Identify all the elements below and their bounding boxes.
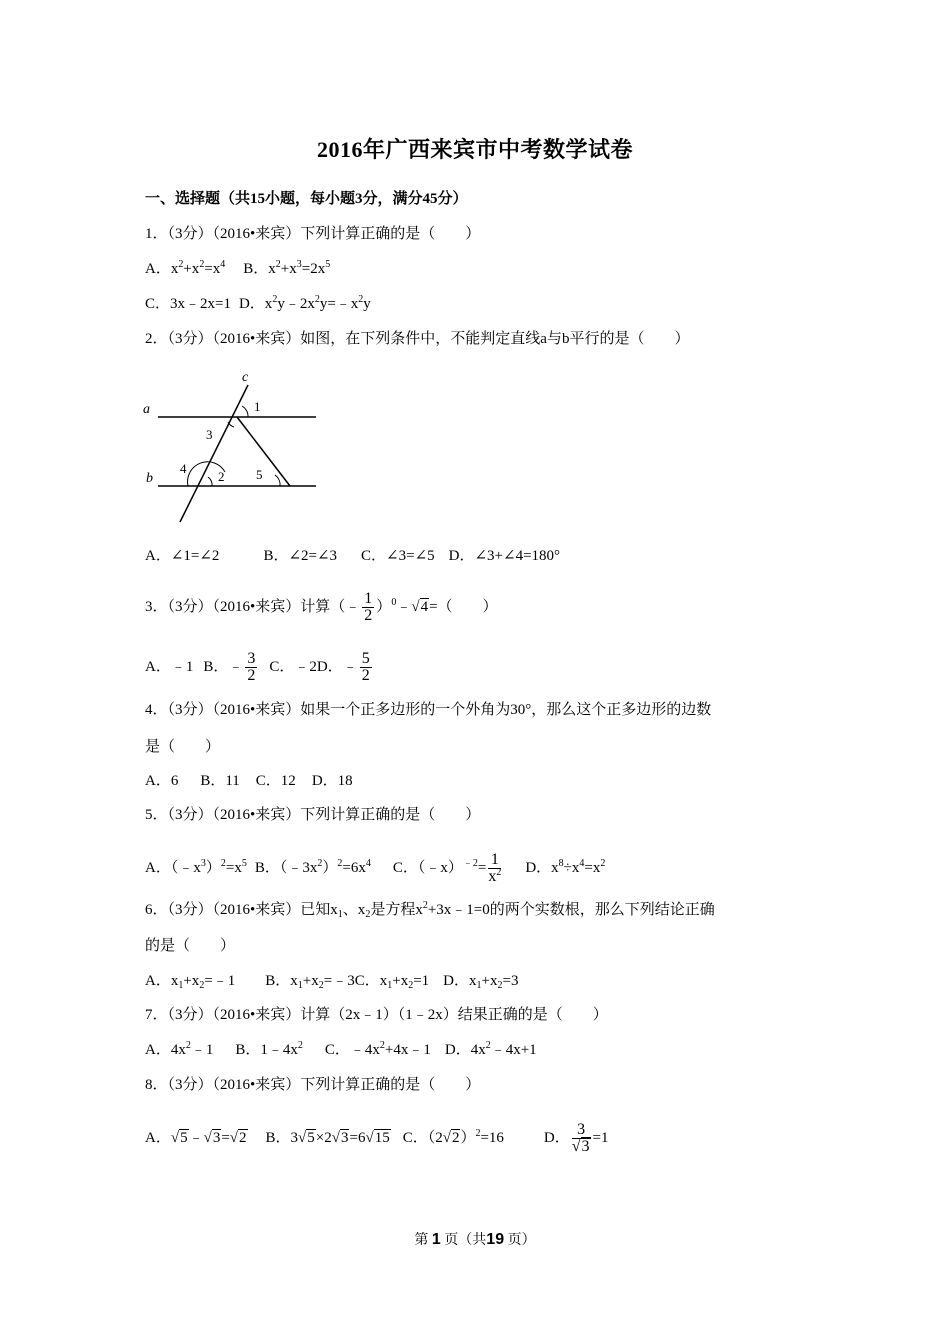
page-footer: 第 1 页（共19 页） [414,1231,536,1248]
question-2: 2．（3分）（2016•来宾）如图，在下列条件中，不能判定直线a与b平行的是（ ） [145,331,690,347]
question-4: 4．（3分）（2016•来宾）如果一个正多边形的一个外角为30°，那么这个正多边形的边数 [145,702,712,718]
section-heading: 一、选择题（共15小题，每小题3分，满分45分） [145,191,468,207]
svg-text:3: 3 [206,427,213,442]
question-6-cont: 的是（ ） [145,938,236,954]
svg-text:4: 4 [180,461,187,476]
question-3-options: A．﹣1 B．﹣ $\frac{3}{2}$ C．﹣2D．﹣ $\frac{5}{2}$ [145,650,370,684]
svg-text:1: 1 [254,399,261,414]
question-5-options: A．$(﹣x^3)^2=x^5$ B．$(﹣3x^2)^2=6x^4$ C．（﹣x）$^{﹣2}$= $\frac{1}{x^2}$ D．$x^8\div x^4=x^2$ [145,851,606,885]
svg-text:a: a [143,402,150,417]
question-1: 1．（3分）（2016•来宾）下列计算正确的是（ ） [145,226,481,242]
svg-text:2: 2 [218,469,225,484]
question-8-options: A．√5﹣√3=√2 B．3√5×2√3=6√15 C．$(2√2)^2=16$ D． $\frac{3}{√3}$ =1 [145,1121,609,1155]
question-4-cont: 是（ ） [145,739,221,755]
question-6-options: A．$x_1+x_2=﹣1$ B．$x_1+x_2=﹣3C$．$x_1+x_2=1$ D．$x_1+x_2=3$ [145,973,519,991]
question-6: 6．（3分）（2016•来宾）已知$x_1$、$x_2$是方程$x^2+3x﹣1=0$的两个实数根，那么下列结论正确 [145,900,715,920]
svg-text:b: b [146,471,153,486]
question-1-options-cd: C．3x﹣2x=1 D．$x^2y﹣2x^2y=﹣x^2y$ [145,294,371,312]
question-2-options: A．∠1=∠2 B．∠2=∠3 C．∠3=∠5 D．∠3+∠4=180° [145,548,561,564]
question-7: 7．（3分）（2016•来宾）计算（2x﹣1）（1﹣2x）结果正确的是（ ） [145,1007,608,1023]
question-5: 5．（3分）（2016•来宾）下列计算正确的是（ ） [145,807,481,823]
question-8: 8．（3分）（2016•来宾）下列计算正确的是（ ） [145,1077,481,1093]
parallel-lines-figure [140,365,325,530]
svg-text:5: 5 [256,467,263,482]
question-3: 3．（3分）（2016•来宾）计算（﹣ $\frac{1}{2}$ ）$^0$﹣√4=（ ） [145,590,498,624]
question-4-options: A．6 B．11 C．12 D．18 [145,773,353,789]
question-7-options: A．$4x^2﹣1$ B．$1﹣4x^2$ C．$﹣4x^2+4x﹣1$ D．$4x^2﹣4x+1$ [145,1040,537,1058]
page-title: 2016年广西来宾市中考数学试卷 [316,137,633,162]
svg-text:c: c [242,370,249,385]
question-1-options-ab: A．$x^2+x^2=x^4$ B．$x^2+x^3=2x^5$ [145,259,331,277]
